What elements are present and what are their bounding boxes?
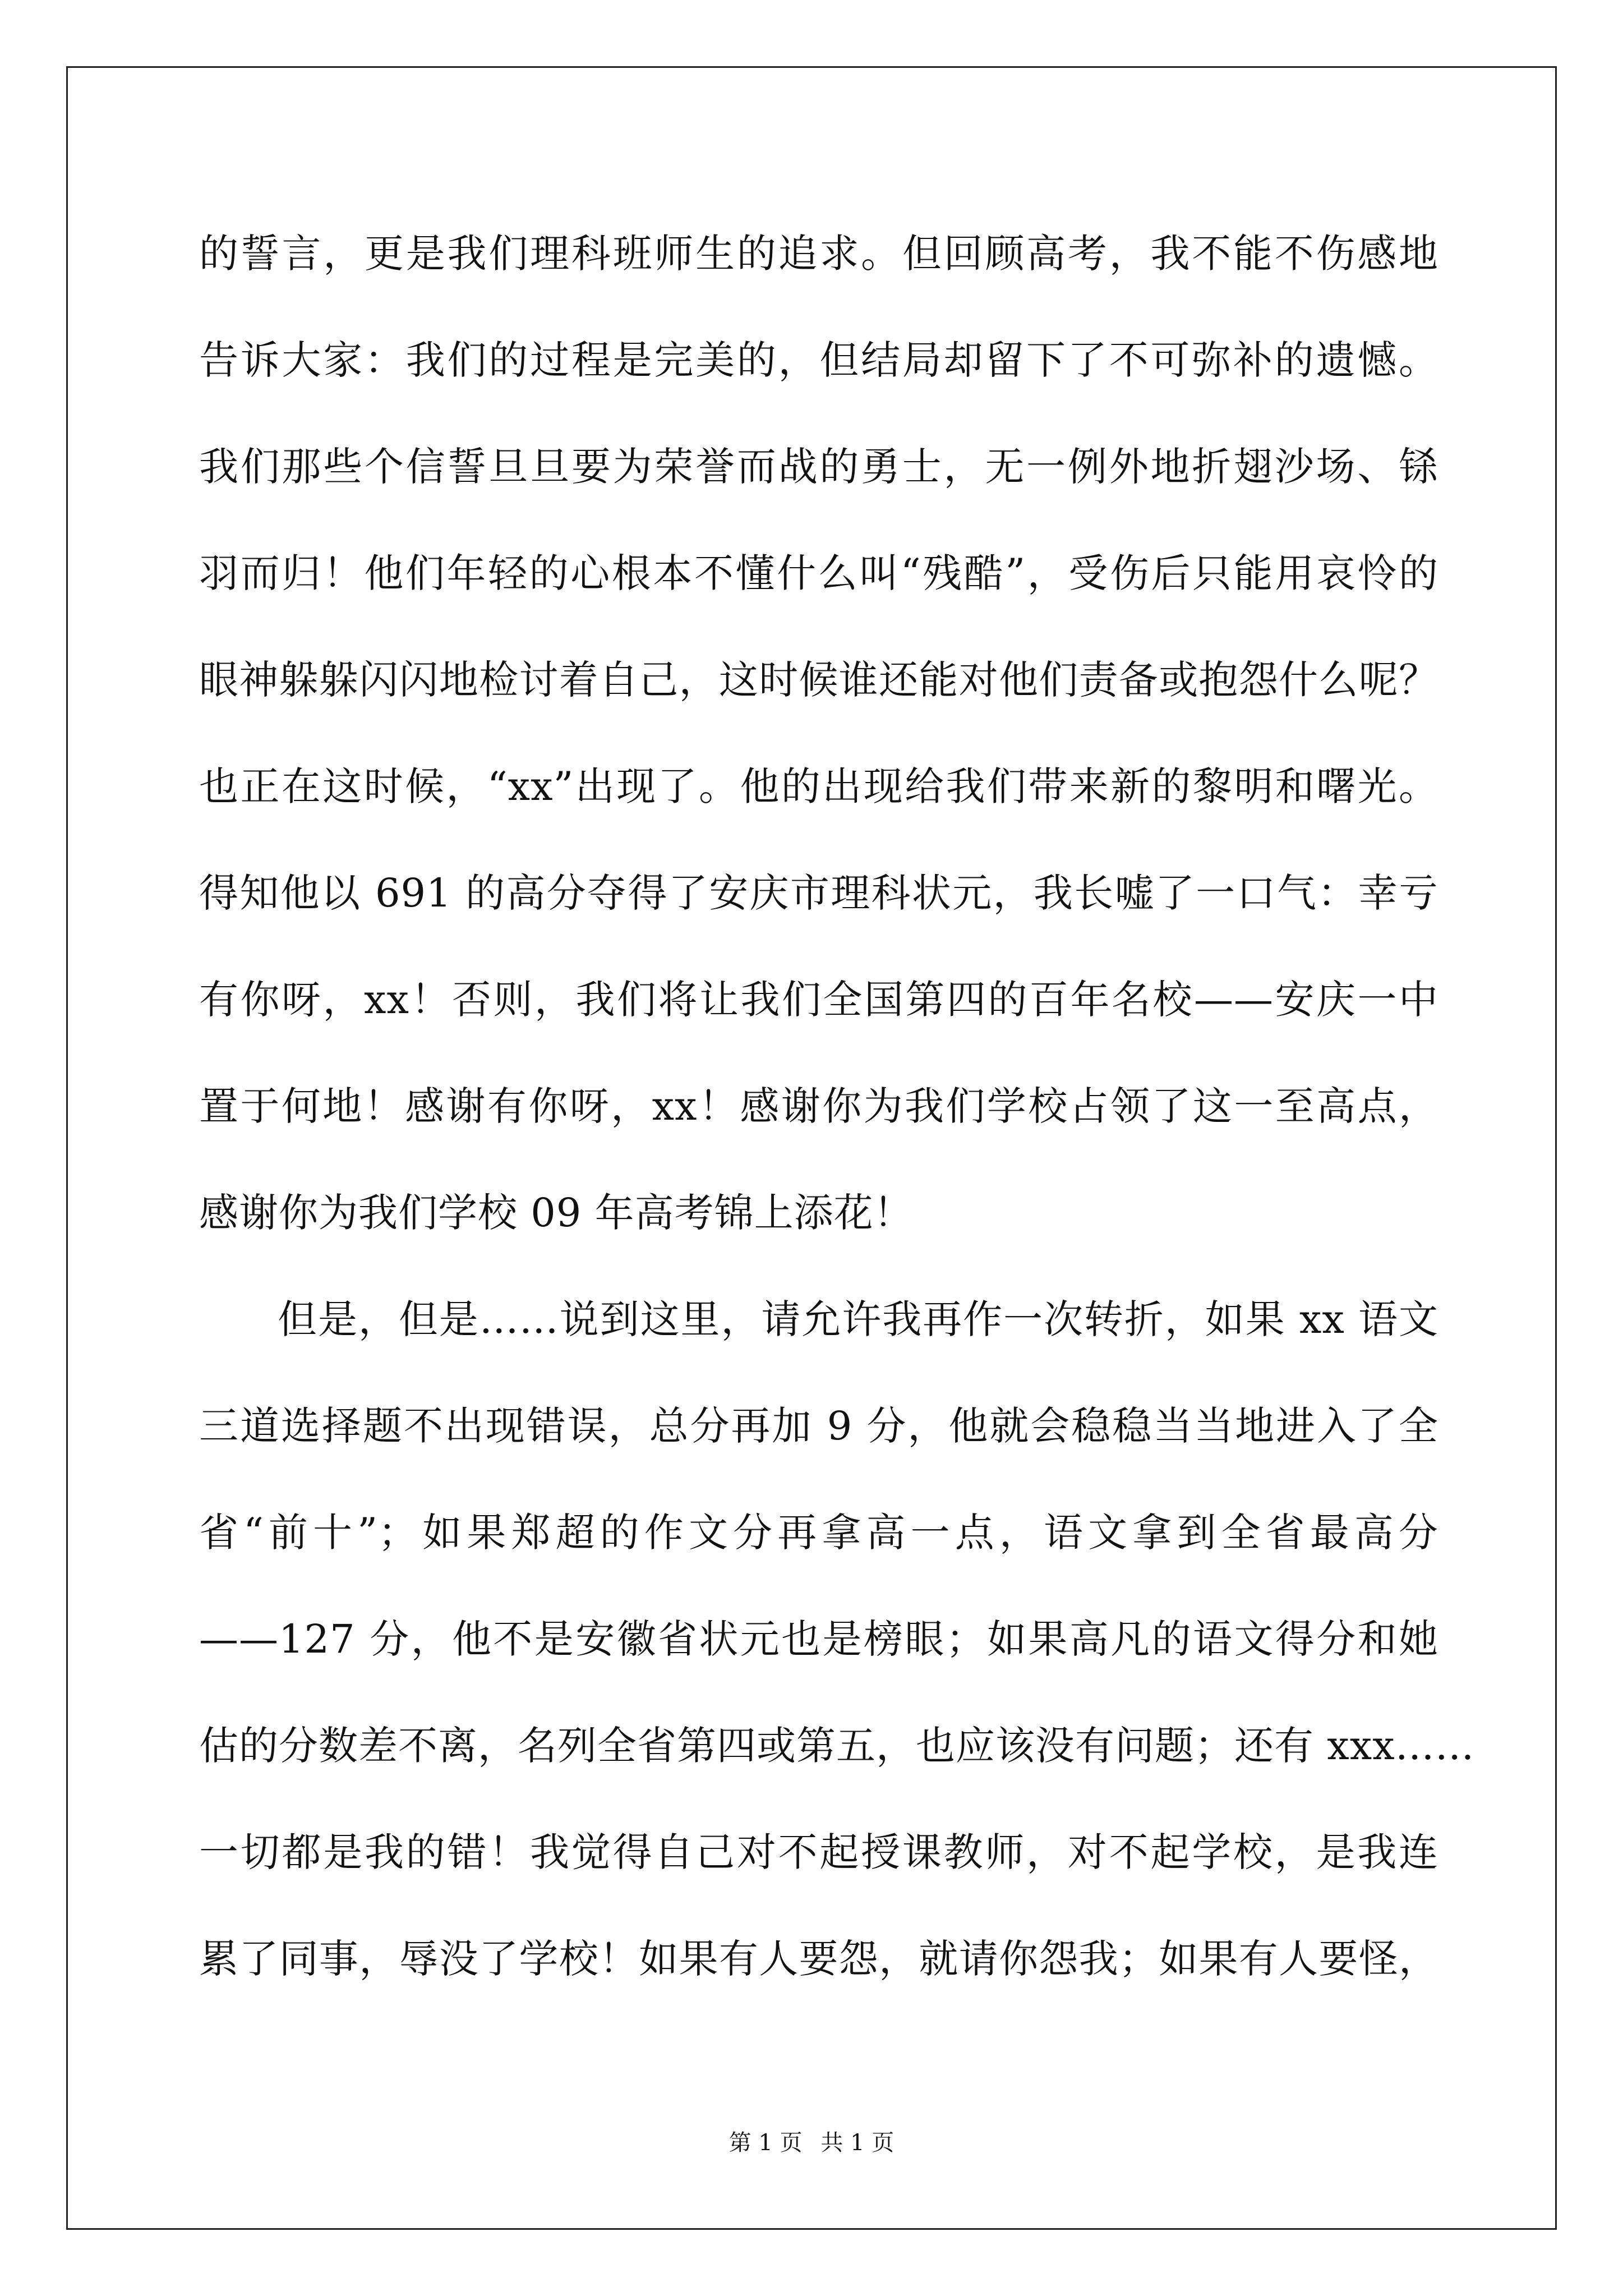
text-line: 也正在这时候，“xx”出现了。他的出现给我们带来新的黎明和曙光。 xyxy=(199,763,1438,809)
text-line: 省“前十”；如果郑超的作文分再拿高一点，语文拿到全省最高分 xyxy=(199,1510,1438,1556)
text-line: 有你呀，xx！否则，我们将让我们全国第四的百年名校——安庆一中 xyxy=(199,977,1438,1023)
text-line: ——127 分，他不是安徽省状元也是榜眼；如果高凡的语文得分和她 xyxy=(199,1616,1438,1662)
document-body xyxy=(199,217,1475,2029)
text-line: 估的分数差不离，名列全省第四或第五，也应该没有问题；还有 xxx…… xyxy=(199,1723,1475,1769)
text-line: 羽而归！他们年轻的心根本不懂什么叫“残酷”，受伤后只能用哀怜的 xyxy=(199,550,1438,596)
text-line: 置于何地！感谢有你呀，xx！感谢你为我们学校占领了这一至高点， xyxy=(199,1083,1438,1129)
text-line: 得知他以 691 的高分夺得了安庆市理科状元，我长嘘了一口气：幸亏 xyxy=(199,870,1438,916)
text-line: 但是，但是……说到这里，请允许我再作一次转折，如果 xx 语文 xyxy=(278,1296,1438,1342)
text-line: 感谢你为我们学校 09 年高考锦上添花！ xyxy=(199,1190,914,1236)
text-line: 我们那些个信誓旦旦要为荣誉而战的勇士，无一例外地折翅沙场、铩 xyxy=(199,444,1438,490)
page-footer xyxy=(0,2126,1623,2160)
text-line: 告诉大家：我们的过程是完美的，但结局却留下了不可弥补的遗憾。 xyxy=(199,337,1438,383)
text-line: 三道选择题不出现错误，总分再加 9 分，他就会稳稳当当地进入了全 xyxy=(199,1403,1438,1449)
text-line: 的誓言，更是我们理科班师生的追求。但回顾高考，我不能不伤感地 xyxy=(199,231,1438,277)
page-number-current: 第 1 页 xyxy=(728,2130,803,2156)
page-number-total: 共 1 页 xyxy=(820,2130,895,2156)
text-line: 累了同事，辱没了学校！如果有人要怨，就请你怨我；如果有人要怪， xyxy=(199,1936,1438,1982)
text-line: 眼神躲躲闪闪地检讨着自己，这时候谁还能对他们责备或抱怨什么呢？ xyxy=(199,657,1438,703)
text-line: 一切都是我的错！我觉得自己对不起授课教师，对不起学校，是我连 xyxy=(199,1829,1438,1875)
